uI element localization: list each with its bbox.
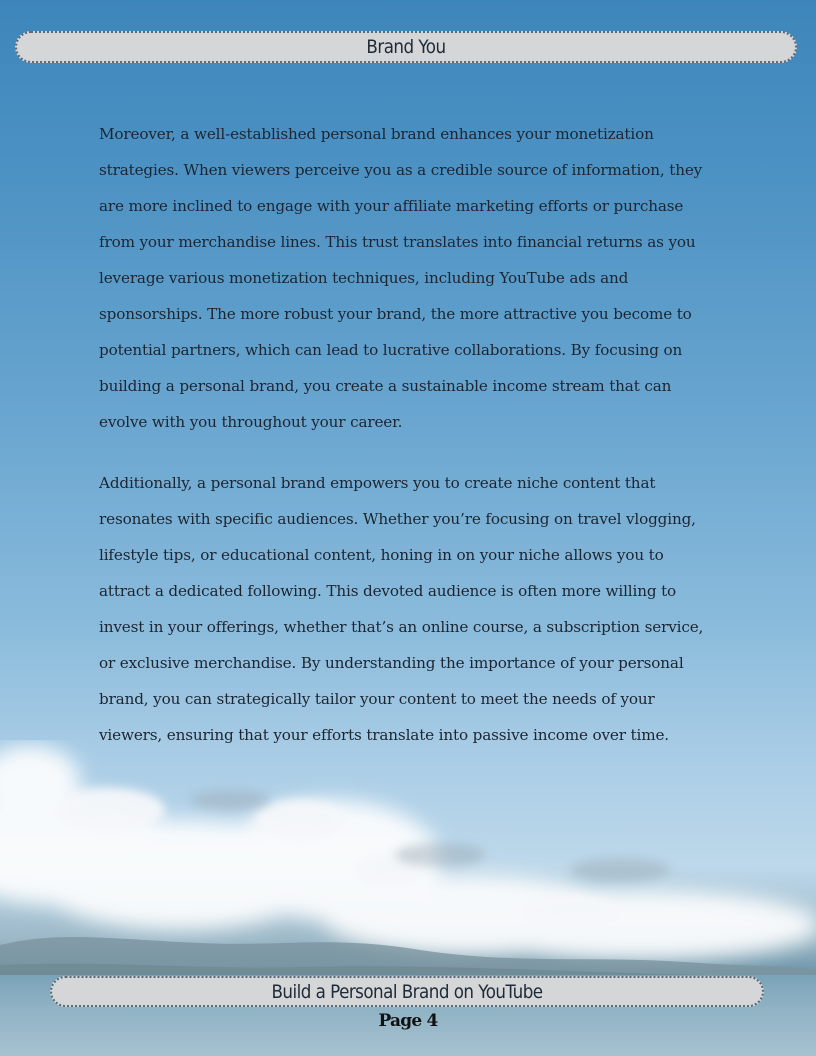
paragraph: Additionally, a personal brand empowers you to create niche content that resonates with specific audiences. Whether you’re focusing on travel vlogging, lifestyle tips, or educational content, honing in on your niche allows you to attract a dedicated following. This devoted audience is often more willing to invest in your offerings, whether that’s an online course, a subscription service, or exclusive merchandise. By understanding the importance of your personal brand, you can strategically tailor your content to meet the needs of your viewers, ensuring that your efforts translate into passive income over time. xyxy=(99,474,704,744)
header-title: Brand You xyxy=(366,36,446,58)
body-text xyxy=(99,116,719,778)
page-number: Page 4 xyxy=(378,1011,438,1031)
footer-title: Build a Personal Brand on YouTube xyxy=(271,980,543,1003)
footer-banner xyxy=(50,976,764,1007)
paragraph: Moreover, a well-established personal brand enhances your monetization strategies. When viewers perceive you as a credible source of information, they are more inclined to engage with your affiliate marketing efforts or purchase from your merchandise lines. This trust translates into financial returns as you leverage various monetization techniques, including YouTube ads and sponsorships. The more robust your brand, the more attractive you become to potential partners, which can lead to lucrative collaborations. By focusing on building a personal brand, you create a sustainable income stream that can evolve with you throughout your career. xyxy=(99,125,703,431)
header-banner xyxy=(15,31,797,63)
